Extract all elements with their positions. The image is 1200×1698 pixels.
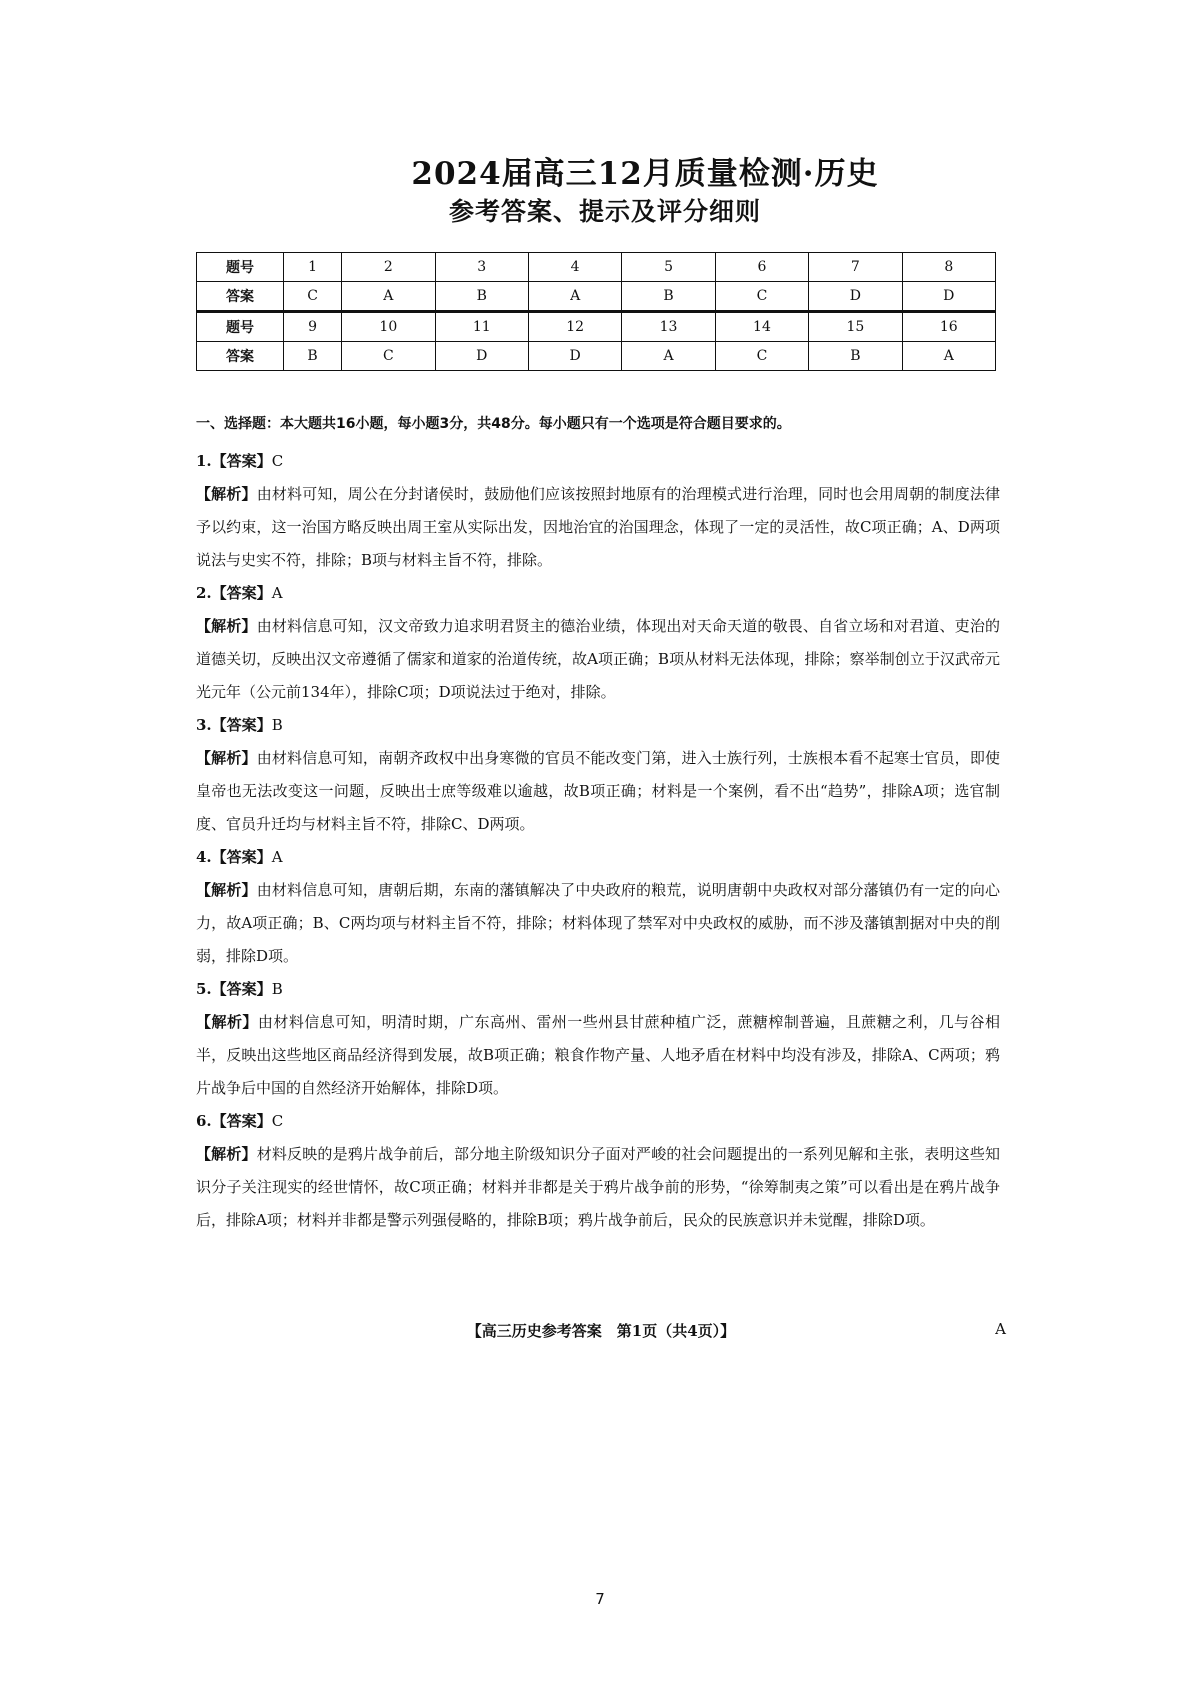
table-cell: C [715, 282, 808, 312]
analysis-paragraph [196, 478, 1000, 577]
question-answer-line [196, 1105, 1000, 1138]
question-answer-line [196, 841, 1000, 874]
answer-value: A [271, 584, 283, 602]
table-cell: A [528, 282, 621, 312]
answer-value: C [271, 452, 284, 470]
answer-label: 【答案】 [211, 584, 272, 602]
table-cell: 4 [528, 253, 621, 282]
analysis-label: 【解析】 [196, 617, 257, 635]
table-cell: D [435, 342, 528, 371]
questions-list [196, 445, 1000, 1237]
page-number: 7 [595, 1590, 605, 1608]
question-6 [196, 1105, 1000, 1237]
table-cell: 15 [809, 312, 902, 342]
row-label-number: 题号 [197, 312, 284, 342]
question-answer-line [196, 577, 1000, 610]
table-cell: B [809, 342, 902, 371]
table-cell: 5 [622, 253, 715, 282]
analysis-paragraph [196, 610, 1000, 709]
analysis-label: 【解析】 [196, 881, 257, 899]
analysis-label: 【解析】 [196, 1145, 257, 1163]
analysis-paragraph [196, 742, 1000, 841]
analysis-text: 材料反映的是鸦片战争前后，部分地主阶级知识分子面对严峻的社会问题提出的一系列见解和主张，表明这些知识分子关注现实的经世情怀，故C项正确；材料并非都是关于鸦片战争前的形势，“徐筹制夷之策”可以看出是在鸦片战争后，排除A项；材料并非都是警示列强侵略的，排除B项；鸦片战争前后，民众的民族意识并未觉醒，排除D项。 [196, 1145, 1000, 1229]
table-cell: 1 [284, 253, 342, 282]
question-answer-line [196, 709, 1000, 742]
question-number: 5. [196, 980, 212, 998]
question-2 [196, 577, 1000, 709]
table-cell: 6 [715, 253, 808, 282]
analysis-label: 【解析】 [196, 1013, 258, 1031]
question-1 [196, 445, 1000, 577]
table-cell: C [284, 282, 342, 312]
question-answer-line [196, 973, 1000, 1006]
answer-value: B [271, 980, 283, 998]
table-cell: 8 [902, 253, 995, 282]
question-3 [196, 709, 1000, 841]
answer-value: B [271, 716, 283, 734]
answer-label: 【答案】 [211, 452, 272, 470]
analysis-text: 由材料信息可知，唐朝后期，东南的藩镇解决了中央政府的粮荒，说明唐朝中央政权对部分藩镇仍有一定的向心力，故A项正确；B、C两均项与材料主旨不符，排除；材料体现了禁军对中央政权的威胁，而不涉及藩镇割据对中央的削弱，排除D项。 [196, 881, 1000, 965]
page-subtitle: 参考答案、提示及评分细则 [448, 197, 761, 226]
question-number: 4. [196, 848, 212, 866]
table-cell: 10 [342, 312, 435, 342]
table-cell: 14 [715, 312, 808, 342]
table-cell: 3 [435, 253, 528, 282]
table-cell: B [284, 342, 342, 371]
table-cell: D [902, 282, 995, 312]
table-cell: 11 [435, 312, 528, 342]
answer-label: 【答案】 [211, 1112, 272, 1130]
table-cell: A [622, 342, 715, 371]
table-cell: 2 [342, 253, 435, 282]
table-cell: C [715, 342, 808, 371]
answer-value: A [271, 848, 283, 866]
question-number: 6. [196, 1112, 212, 1130]
table-cell: B [622, 282, 715, 312]
analysis-text: 由材料信息可知，汉文帝致力追求明君贤主的德治业绩，体现出对天命天道的敬畏、自省立场和对君道、吏治的道德关切，反映出汉文帝遵循了儒家和道家的治道传统，故A项正确；B项从材料无法体现，排除；察举制创立于汉武帝元光元年（公元前134年），排除C项；D项说法过于绝对，排除。 [196, 617, 1000, 701]
question-number: 1. [196, 452, 212, 470]
analysis-label: 【解析】 [196, 749, 257, 767]
table-row [197, 342, 996, 371]
table-cell: D [809, 282, 902, 312]
question-number: 2. [196, 584, 212, 602]
answer-label: 【答案】 [211, 716, 272, 734]
table-row [197, 253, 996, 282]
question-answer-line [196, 445, 1000, 478]
table-cell: 13 [622, 312, 715, 342]
answer-table [196, 252, 996, 371]
question-number: 3. [196, 716, 212, 734]
table-cell: 7 [809, 253, 902, 282]
table-cell: B [435, 282, 528, 312]
question-5 [196, 973, 1000, 1105]
row-label-answer: 答案 [197, 282, 284, 312]
table-cell: D [528, 342, 621, 371]
table-cell: 12 [528, 312, 621, 342]
row-label-number: 题号 [197, 253, 284, 282]
table-cell: C [342, 342, 435, 371]
table-cell: A [342, 282, 435, 312]
analysis-label: 【解析】 [196, 485, 257, 503]
analysis-paragraph [196, 1138, 1000, 1237]
table-cell: 9 [284, 312, 342, 342]
footer-text: 【高三历史参考答案 第1页（共4页）】 [466, 1322, 736, 1340]
answer-label: 【答案】 [211, 980, 272, 998]
table-row [197, 312, 996, 342]
table-row [197, 282, 996, 312]
section-header: 一、选择题：本大题共16小题，每小题3分，共48分。每小题只有一个选项是符合题目要求的。 [196, 416, 791, 432]
analysis-text: 由材料信息可知，南朝齐政权中出身寒微的官员不能改变门第，进入士族行列，士族根本看不起寒士官员，即使皇帝也无法改变这一问题，反映出士庶等级难以逾越，故B项正确；材料是一个案例，看不出“趋势”，排除A项；选官制度、官员升迁均与材料主旨不符，排除C、D两项。 [196, 749, 1000, 833]
page-title: 2024届高三12月质量检测·历史 [411, 156, 879, 192]
answer-label: 【答案】 [211, 848, 272, 866]
analysis-paragraph [196, 1006, 1000, 1105]
table-cell: A [902, 342, 995, 371]
analysis-text: 由材料可知，周公在分封诸侯时，鼓励他们应该按照封地原有的治理模式进行治理，同时也会用周朝的制度法律予以约束，这一治国方略反映出周王室从实际出发，因地治宜的治国理念，体现了一定的灵活性，故C项正确；A、D两项说法与史实不符，排除；B项与材料主旨不符，排除。 [196, 485, 1000, 569]
row-label-answer: 答案 [197, 342, 284, 371]
analysis-paragraph [196, 874, 1000, 973]
question-4 [196, 841, 1000, 973]
table-cell: 16 [902, 312, 995, 342]
version-label: A [995, 1320, 1006, 1338]
analysis-text: 由材料信息可知，明清时期，广东高州、雷州一些州县甘蔗种植广泛，蔗糖榨制普遍，且蔗糖之利，几与谷相半，反映出这些地区商品经济得到发展，故B项正确；粮食作物产量、人地矛盾在材料中均没有涉及，排除A、C两项；鸦片战争后中国的自然经济开始解体，排除D项。 [196, 1013, 1000, 1097]
answer-value: C [271, 1112, 284, 1130]
